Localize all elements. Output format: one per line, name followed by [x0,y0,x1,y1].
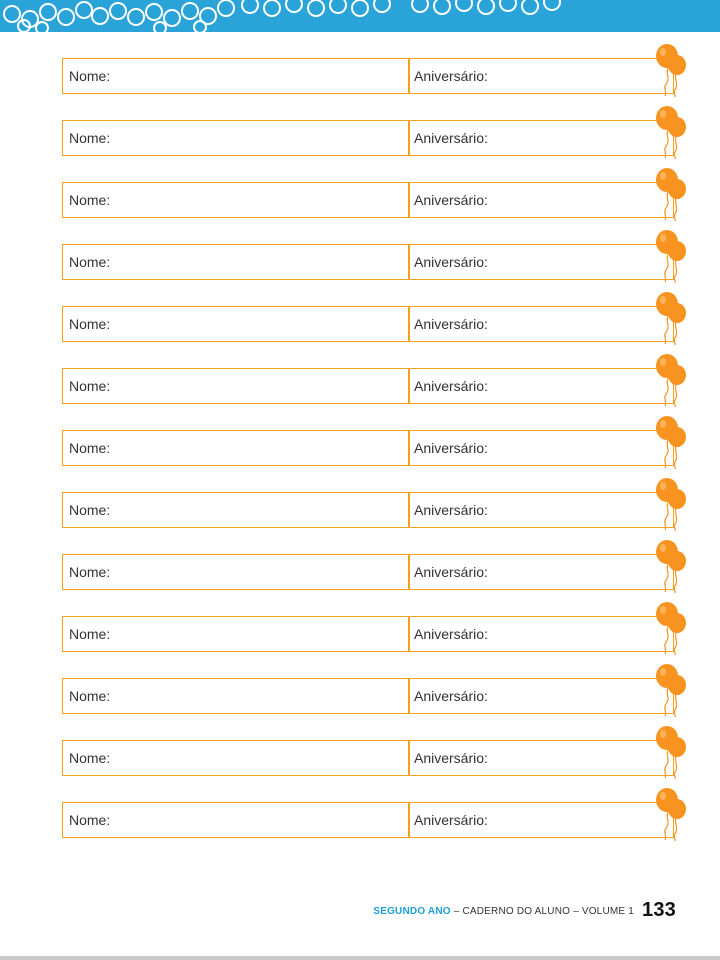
form-row [62,616,702,655]
name-label: Nome: [69,502,111,518]
form-row [62,492,702,531]
bubble-border-decoration [0,0,720,32]
row-box [62,120,674,156]
birthday-label: Aniversário: [414,254,488,270]
name-label: Nome: [69,688,111,704]
row-box [62,306,674,342]
name-label: Nome: [69,750,111,766]
row-divider [408,493,410,527]
balloon-icon [655,416,689,470]
balloon-icon [655,788,689,842]
balloon-icon [655,354,689,408]
row-divider [408,741,410,775]
form-row [62,802,702,841]
row-box [62,678,674,714]
birthday-label: Aniversário: [414,130,488,146]
birthday-label: Aniversário: [414,688,488,704]
footer-series: SEGUNDO ANO [373,906,451,918]
row-box [62,740,674,776]
row-divider [408,369,410,403]
row-divider [408,183,410,217]
balloon-icon [655,726,689,780]
bottom-edge [0,956,720,960]
row-box [62,58,674,94]
row-box [62,616,674,652]
form-row [62,182,702,221]
birthday-label: Aniversário: [414,378,488,394]
row-box [62,802,674,838]
form-row [62,306,702,345]
form-row [62,244,702,283]
balloon-icon [655,106,689,160]
row-divider [408,245,410,279]
row-box [62,492,674,528]
balloon-icon [655,540,689,594]
row-divider [408,617,410,651]
balloon-icon [655,168,689,222]
name-label: Nome: [69,130,111,146]
row-divider [408,431,410,465]
page-number: 133 [642,899,676,921]
form-row [62,554,702,593]
birthday-label: Aniversário: [414,564,488,580]
form-row [62,368,702,407]
row-box [62,244,674,280]
form-row [62,430,702,469]
form-row [62,678,702,717]
page-footer [0,900,676,923]
name-label: Nome: [69,378,111,394]
row-divider [408,555,410,589]
name-label: Nome: [69,440,111,456]
form-rows [62,58,702,864]
balloon-icon [655,478,689,532]
name-label: Nome: [69,626,111,642]
name-label: Nome: [69,316,111,332]
name-label: Nome: [69,812,111,828]
row-divider [408,121,410,155]
birthday-label: Aniversário: [414,502,488,518]
birthday-label: Aniversário: [414,192,488,208]
name-label: Nome: [69,192,111,208]
balloon-icon [655,664,689,718]
row-divider [408,803,410,837]
balloon-icon [655,44,689,98]
birthday-label: Aniversário: [414,750,488,766]
row-divider [408,679,410,713]
birthday-label: Aniversário: [414,316,488,332]
form-row [62,120,702,159]
balloon-icon [655,230,689,284]
row-divider [408,307,410,341]
form-row [62,740,702,779]
name-label: Nome: [69,564,111,580]
name-label: Nome: [69,254,111,270]
top-banner [0,0,720,32]
row-divider [408,59,410,93]
name-label: Nome: [69,68,111,84]
form-row [62,58,702,97]
row-box [62,554,674,590]
birthday-label: Aniversário: [414,626,488,642]
row-box [62,368,674,404]
birthday-label: Aniversário: [414,440,488,456]
row-box [62,182,674,218]
birthday-label: Aniversário: [414,68,488,84]
birthday-label: Aniversário: [414,812,488,828]
balloon-icon [655,602,689,656]
row-box [62,430,674,466]
balloon-icon [655,292,689,346]
footer-text: – CADERNO DO ALUNO – VOLUME 1 [450,906,635,918]
